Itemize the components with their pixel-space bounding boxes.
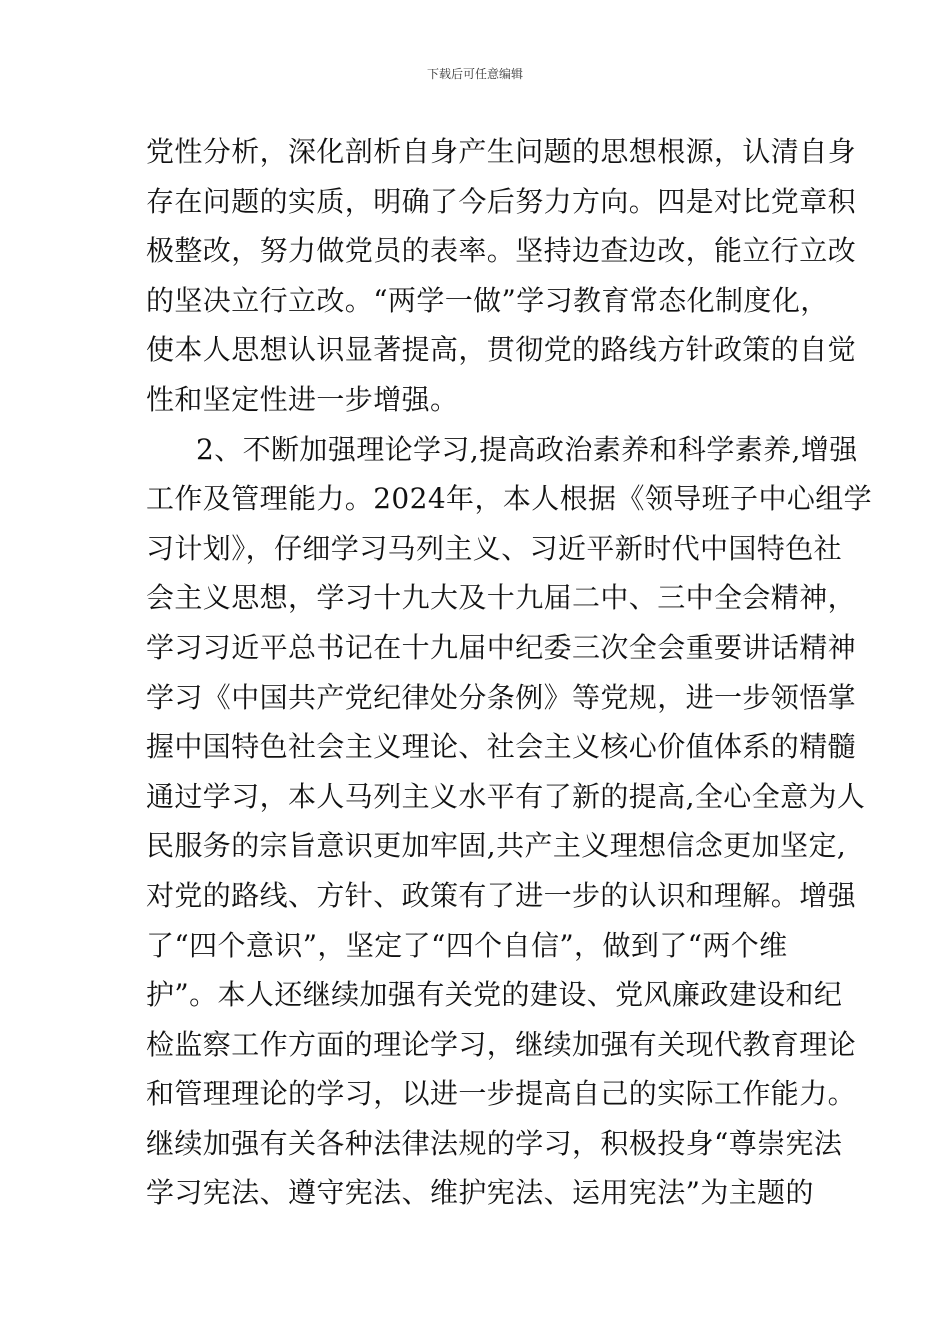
- text-line: 学习宪法、遵守宪法、维护宪法、运用宪法”为主题的: [146, 1176, 814, 1210]
- text-line: 护”。本人还继续加强有关党的建设、党风廉政建设和纪: [146, 978, 843, 1012]
- text-line: 检监察工作方面的理论学习，继续加强有关现代教育理论: [146, 1027, 857, 1061]
- text-line: 会主义思想，学习十九大及十九届二中、三中全会精神，: [146, 581, 857, 615]
- text-line: 极整改，努力做党员的表率。坚持边查边改，能立行立改: [146, 234, 857, 268]
- text-line: 使本人思想认识显著提高，贯彻党的路线方针政策的自觉: [146, 333, 857, 367]
- text-line: 习计划》，仔细学习马列主义、习近平新时代中国特色社: [146, 531, 843, 565]
- document-body: [146, 127, 873, 1218]
- paragraph-start-line: 2、不断加强理论学习,提高政治素养和科学素养,增强: [196, 432, 858, 466]
- text-line: 工作及管理能力。2024年，本人根据《领导班子中心组学: [146, 482, 873, 516]
- text-line: 对党的路线、方针、政策有了进一步的认识和理解。增强: [146, 878, 857, 912]
- text-line: 学习习近平总书记在十九届中纪委三次全会重要讲话精神: [146, 630, 857, 664]
- text-line: 的坚决立行立改。“两学一做”学习教育常态化制度化，: [146, 283, 829, 317]
- text-line: 性和坚定性进一步增强。: [146, 382, 459, 416]
- text-line: 民服务的宗旨意识更加牢固,共产主义理想信念更加坚定,: [146, 829, 847, 863]
- text-line: 和管理理论的学习，以进一步提高自己的实际工作能力。: [146, 1077, 857, 1111]
- text-line: 存在问题的实质，明确了今后努力方向。四是对比党章积: [146, 184, 857, 218]
- text-line: 握中国特色社会主义理论、社会主义核心价值体系的精髓: [146, 730, 857, 764]
- text-line: 党性分析，深化剖析自身产生问题的思想根源，认清自身: [146, 135, 857, 168]
- text-line: 通过学习，本人马列主义水平有了新的提高,全心全意为人: [146, 779, 866, 813]
- text-line: 了“四个意识”，坚定了“四个自信”，做到了“两个维: [146, 928, 788, 962]
- text-line: 学习《中国共产党纪律处分条例》等党规，进一步领悟掌: [146, 680, 857, 714]
- page-header: 下载后可任意编辑: [426, 67, 523, 81]
- text-line: 继续加强有关各种法律法规的学习，积极投身“尊崇宪法: [146, 1126, 843, 1160]
